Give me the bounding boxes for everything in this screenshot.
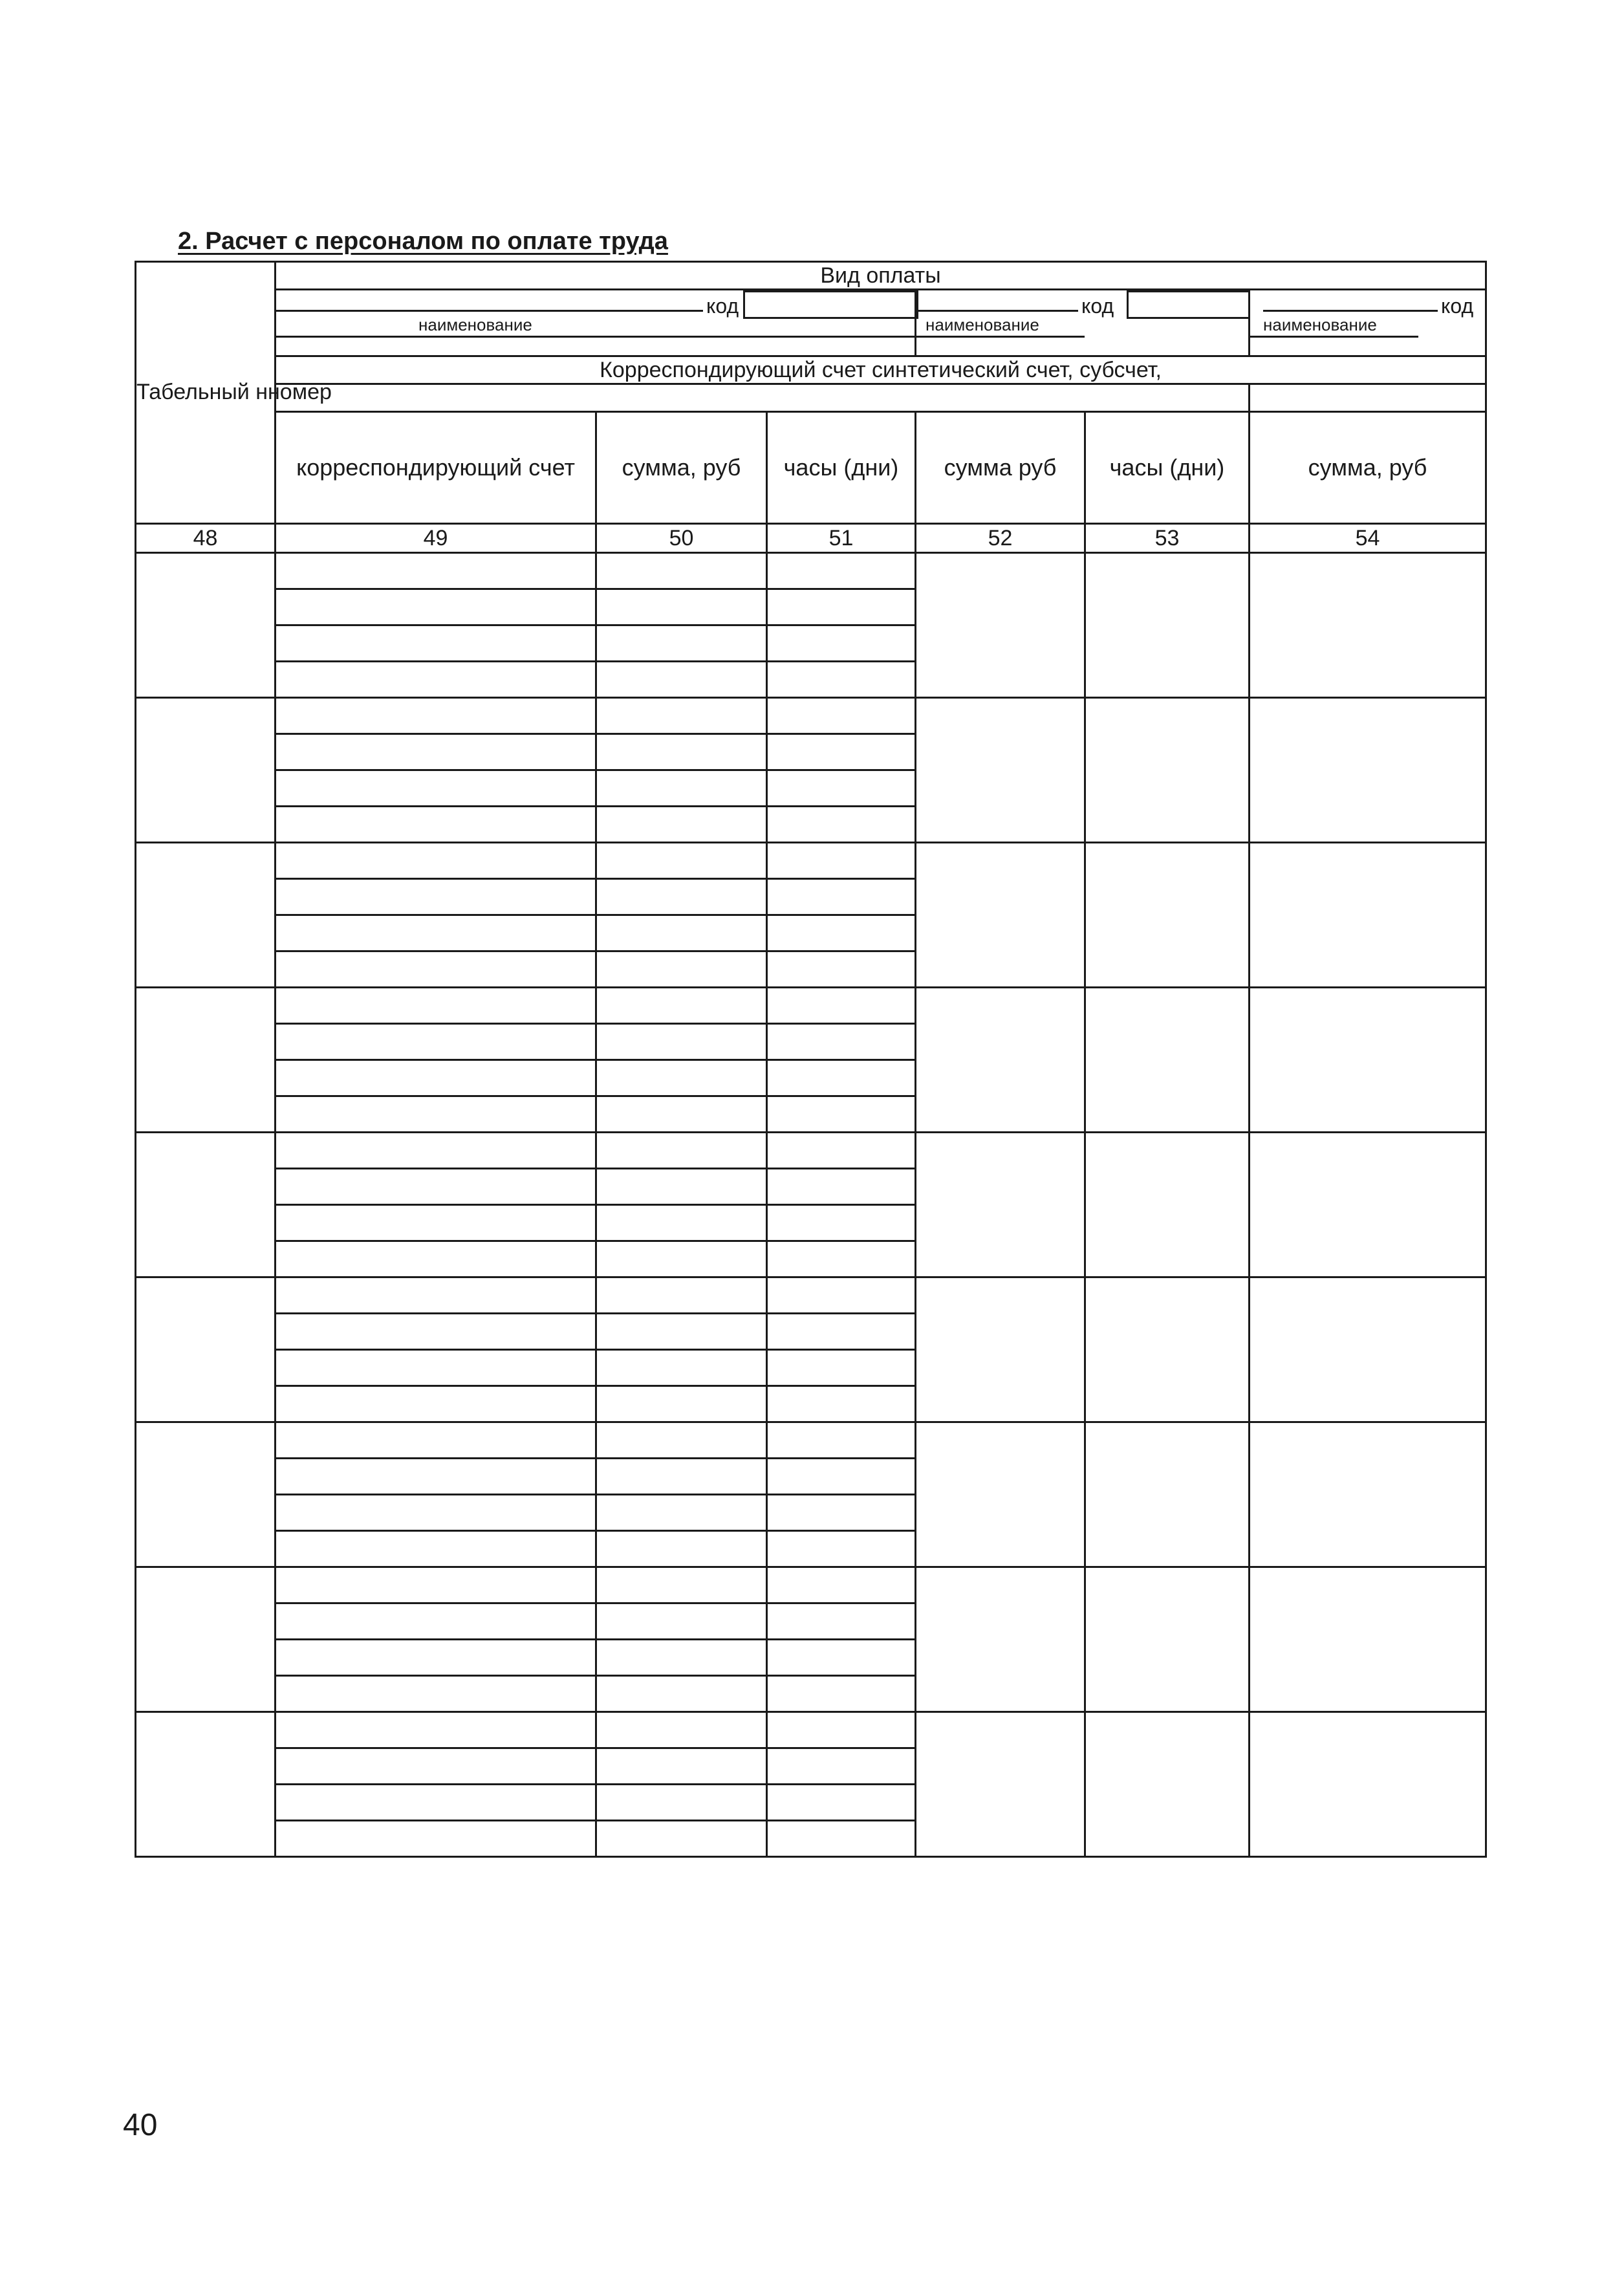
cell-corr-account[interactable] [276, 1712, 596, 1748]
cell-corr-account[interactable] [276, 915, 596, 951]
cell-sum-1[interactable] [596, 1241, 767, 1277]
cell-sum-1[interactable] [596, 843, 767, 879]
cell-sum-1[interactable] [596, 879, 767, 915]
cell-sum-1[interactable] [596, 1459, 767, 1495]
pay-type-1-code-label: код [706, 294, 739, 318]
cell-corr-account[interactable] [276, 1096, 596, 1133]
cell-hours-2[interactable] [1085, 1567, 1250, 1712]
cell-sum-1[interactable] [596, 1386, 767, 1422]
pay-type-2-underline [916, 336, 1085, 338]
cell-corr-account[interactable] [276, 1531, 596, 1567]
cell-sum-3[interactable] [1250, 988, 1486, 1133]
table-row [136, 1133, 1486, 1169]
cell-hours-1[interactable] [767, 807, 916, 843]
cell-corr-account[interactable] [276, 1060, 596, 1096]
cell-corr-account[interactable] [276, 1314, 596, 1350]
pay-type-2-cell [916, 290, 1250, 356]
cell-corr-account[interactable] [276, 1603, 596, 1640]
cell-sum-2[interactable] [916, 553, 1085, 698]
cell-corr-account[interactable] [276, 1459, 596, 1495]
cell-sum-1[interactable] [596, 1676, 767, 1712]
cell-sum-3[interactable] [1250, 553, 1486, 698]
cell-corr-account[interactable] [276, 770, 596, 807]
cell-hours-1[interactable] [767, 553, 916, 589]
cell-hours-1[interactable] [767, 915, 916, 951]
cell-corr-account[interactable] [276, 589, 596, 625]
cell-sum-1[interactable] [596, 988, 767, 1024]
cell-hours-1[interactable] [767, 1676, 916, 1712]
cell-sum-3[interactable] [1250, 698, 1486, 843]
cell-sum-1[interactable] [596, 734, 767, 770]
cell-hours-1[interactable] [767, 1386, 916, 1422]
column-number: 53 [1085, 524, 1250, 553]
cell-hours-2[interactable] [1085, 843, 1250, 988]
cell-sum-1[interactable] [596, 1785, 767, 1821]
cell-corr-account[interactable] [276, 1495, 596, 1531]
cell-corr-account[interactable] [276, 1024, 596, 1060]
cell-tab-number[interactable] [136, 1133, 276, 1277]
cell-hours-1[interactable] [767, 1531, 916, 1567]
table-row [136, 698, 1486, 734]
cell-hours-1[interactable] [767, 734, 916, 770]
cell-hours-1[interactable] [767, 1422, 916, 1459]
pay-type-3-cell [1250, 290, 1486, 356]
pay-type-3-name-line [1263, 310, 1438, 312]
cell-tab-number[interactable] [136, 1567, 276, 1712]
cell-hours-1[interactable] [767, 1785, 916, 1821]
cell-sum-1[interactable] [596, 1024, 767, 1060]
cell-sum-2[interactable] [916, 1422, 1085, 1567]
cell-corr-account[interactable] [276, 1386, 596, 1422]
cell-sum-1[interactable] [596, 1495, 767, 1531]
pay-type-header: Вид оплаты [276, 262, 1486, 290]
cell-tab-number[interactable] [136, 1277, 276, 1422]
pay-type-2-code-label: код [1081, 294, 1114, 318]
pay-type-3-name-caption: наименование [1263, 315, 1377, 334]
column-number: 52 [916, 524, 1085, 553]
cell-sum-2[interactable] [916, 1567, 1085, 1712]
pay-type-3-code-label: код [1441, 294, 1474, 318]
pay-type-1-underline [276, 336, 916, 338]
cell-hours-1[interactable] [767, 1277, 916, 1314]
cell-corr-account[interactable] [276, 698, 596, 734]
cell-corr-account[interactable] [276, 988, 596, 1024]
column-number: 48 [136, 524, 276, 553]
cell-corr-account[interactable] [276, 1169, 596, 1205]
cell-hours-2[interactable] [1085, 1422, 1250, 1567]
cell-sum-1[interactable] [596, 553, 767, 589]
cell-hours-2[interactable] [1085, 553, 1250, 698]
cell-sum-1[interactable] [596, 1205, 767, 1241]
cell-sum-1[interactable] [596, 770, 767, 807]
cell-sum-1[interactable] [596, 698, 767, 734]
cell-sum-3[interactable] [1250, 1712, 1486, 1857]
pay-type-1-code-box[interactable] [743, 290, 918, 319]
cell-hours-1[interactable] [767, 1205, 916, 1241]
pay-type-3-underline [1250, 336, 1418, 338]
cell-corr-account[interactable] [276, 1821, 596, 1857]
cell-corr-account[interactable] [276, 951, 596, 988]
cell-sum-2[interactable] [916, 988, 1085, 1133]
cell-hours-2[interactable] [1085, 698, 1250, 843]
cell-hours-1[interactable] [767, 1495, 916, 1531]
cell-sum-2[interactable] [916, 1277, 1085, 1422]
cell-sum-2[interactable] [916, 843, 1085, 988]
cell-hours-1[interactable] [767, 843, 916, 879]
cell-corr-account[interactable] [276, 843, 596, 879]
table-row [136, 1567, 1486, 1603]
cell-sum-1[interactable] [596, 589, 767, 625]
cell-hours-2[interactable] [1085, 1277, 1250, 1422]
cell-corr-account[interactable] [276, 1640, 596, 1676]
cell-hours-1[interactable] [767, 1241, 916, 1277]
cell-corr-account[interactable] [276, 1350, 596, 1386]
cell-sum-2[interactable] [916, 698, 1085, 843]
cell-corr-account[interactable] [276, 1676, 596, 1712]
cell-corr-account[interactable] [276, 662, 596, 698]
pay-type-2-name-line [916, 310, 1078, 312]
cell-hours-1[interactable] [767, 1640, 916, 1676]
cell-corr-account[interactable] [276, 1567, 596, 1603]
cell-sum-2[interactable] [916, 1133, 1085, 1277]
cell-corr-account[interactable] [276, 553, 596, 589]
cell-sum-1[interactable] [596, 1821, 767, 1857]
table-row [136, 843, 1486, 879]
cell-sum-3[interactable] [1250, 1567, 1486, 1712]
payroll-form-table [135, 261, 1487, 1858]
table-row [136, 553, 1486, 589]
cell-hours-1[interactable] [767, 1459, 916, 1495]
cell-hours-1[interactable] [767, 1024, 916, 1060]
page-number: 40 [123, 2108, 158, 2142]
col-header-hours-1: часы (дни) [767, 412, 916, 524]
col-header-sum-2: сумма руб [916, 412, 1085, 524]
cell-corr-account[interactable] [276, 1133, 596, 1169]
cell-sum-1[interactable] [596, 1640, 767, 1676]
cell-hours-1[interactable] [767, 1712, 916, 1748]
cell-hours-1[interactable] [767, 1821, 916, 1857]
cell-corr-account[interactable] [276, 1785, 596, 1821]
cell-tab-number[interactable] [136, 698, 276, 843]
cell-sum-1[interactable] [596, 1748, 767, 1785]
col-header-hours-2: часы (дни) [1085, 412, 1250, 524]
cell-sum-1[interactable] [596, 1567, 767, 1603]
cell-corr-account[interactable] [276, 734, 596, 770]
cell-tab-number[interactable] [136, 1422, 276, 1567]
cell-tab-number[interactable] [136, 843, 276, 988]
cell-hours-1[interactable] [767, 698, 916, 734]
table-row [136, 1422, 1486, 1459]
cell-hours-1[interactable] [767, 988, 916, 1024]
cell-corr-account[interactable] [276, 1277, 596, 1314]
pay-type-1-name-line [276, 310, 703, 312]
cell-hours-2[interactable] [1085, 1133, 1250, 1277]
tab-number-label: Табельный нномер [136, 380, 332, 405]
col-header-sum-3: сумма, руб [1250, 412, 1486, 524]
cell-sum-1[interactable] [596, 1133, 767, 1169]
pay-type-1-cell [276, 290, 916, 356]
cell-corr-account[interactable] [276, 625, 596, 662]
cell-tab-number[interactable] [136, 988, 276, 1133]
cell-hours-1[interactable] [767, 1603, 916, 1640]
cell-hours-2[interactable] [1085, 988, 1250, 1133]
table-row [136, 988, 1486, 1024]
cell-corr-account[interactable] [276, 1748, 596, 1785]
cell-sum-1[interactable] [596, 1422, 767, 1459]
cell-sum-1[interactable] [596, 1096, 767, 1133]
cell-sum-1[interactable] [596, 1169, 767, 1205]
cell-corr-account[interactable] [276, 807, 596, 843]
cell-corr-account[interactable] [276, 1241, 596, 1277]
cell-sum-3[interactable] [1250, 843, 1486, 988]
cell-sum-1[interactable] [596, 1060, 767, 1096]
cell-tab-number[interactable] [136, 1712, 276, 1857]
cell-corr-account[interactable] [276, 1205, 596, 1241]
cell-sum-1[interactable] [596, 807, 767, 843]
cell-sum-1[interactable] [596, 951, 767, 988]
cell-sum-1[interactable] [596, 625, 767, 662]
table-row [136, 1712, 1486, 1748]
cell-sum-2[interactable] [916, 1712, 1085, 1857]
col-header-sum-1: сумма, руб [596, 412, 767, 524]
cell-sum-3[interactable] [1250, 1277, 1486, 1422]
cell-sum-3[interactable] [1250, 1133, 1486, 1277]
column-number: 54 [1250, 524, 1486, 553]
col-header-corr-account: корреспондирующий счет [276, 412, 596, 524]
cell-hours-1[interactable] [767, 662, 916, 698]
column-number: 50 [596, 524, 767, 553]
cell-hours-1[interactable] [767, 1567, 916, 1603]
cell-hours-1[interactable] [767, 951, 916, 988]
cell-sum-1[interactable] [596, 662, 767, 698]
cell-sum-1[interactable] [596, 1314, 767, 1350]
column-number: 51 [767, 524, 916, 553]
pay-type-2-name-caption: наименование [926, 315, 1039, 334]
cell-sum-1[interactable] [596, 1277, 767, 1314]
cell-hours-1[interactable] [767, 589, 916, 625]
cell-sum-1[interactable] [596, 1603, 767, 1640]
cell-corr-account[interactable] [276, 1422, 596, 1459]
column-number: 49 [276, 524, 596, 553]
corr-account-entry-narrow[interactable] [1250, 384, 1486, 412]
cell-hours-1[interactable] [767, 1060, 916, 1096]
table-row [136, 1277, 1486, 1314]
cell-sum-1[interactable] [596, 915, 767, 951]
corr-account-entry-wide[interactable] [276, 384, 1250, 412]
tab-number-header [136, 262, 332, 524]
cell-hours-1[interactable] [767, 1350, 916, 1386]
cell-sum-3[interactable] [1250, 1422, 1486, 1567]
cell-hours-1[interactable] [767, 625, 916, 662]
cell-tab-number[interactable] [136, 553, 276, 698]
corr-account-header: Корреспондирующий счет синтетический счет, субсчет, [276, 356, 1486, 384]
cell-hours-1[interactable] [767, 1169, 916, 1205]
cell-hours-1[interactable] [767, 1314, 916, 1350]
cell-sum-1[interactable] [596, 1712, 767, 1748]
cell-hours-1[interactable] [767, 1133, 916, 1169]
pay-type-1-name-caption: наименование [418, 315, 532, 334]
cell-sum-1[interactable] [596, 1531, 767, 1567]
cell-hours-1[interactable] [767, 1096, 916, 1133]
cell-hours-1[interactable] [767, 770, 916, 807]
cell-corr-account[interactable] [276, 879, 596, 915]
pay-type-2-code-box[interactable] [1127, 290, 1250, 319]
cell-sum-1[interactable] [596, 1350, 767, 1386]
cell-hours-1[interactable] [767, 1748, 916, 1785]
form-section-title: 2. Расчет с персоналом по оплате труда [178, 228, 668, 255]
cell-hours-1[interactable] [767, 879, 916, 915]
cell-hours-2[interactable] [1085, 1712, 1250, 1857]
